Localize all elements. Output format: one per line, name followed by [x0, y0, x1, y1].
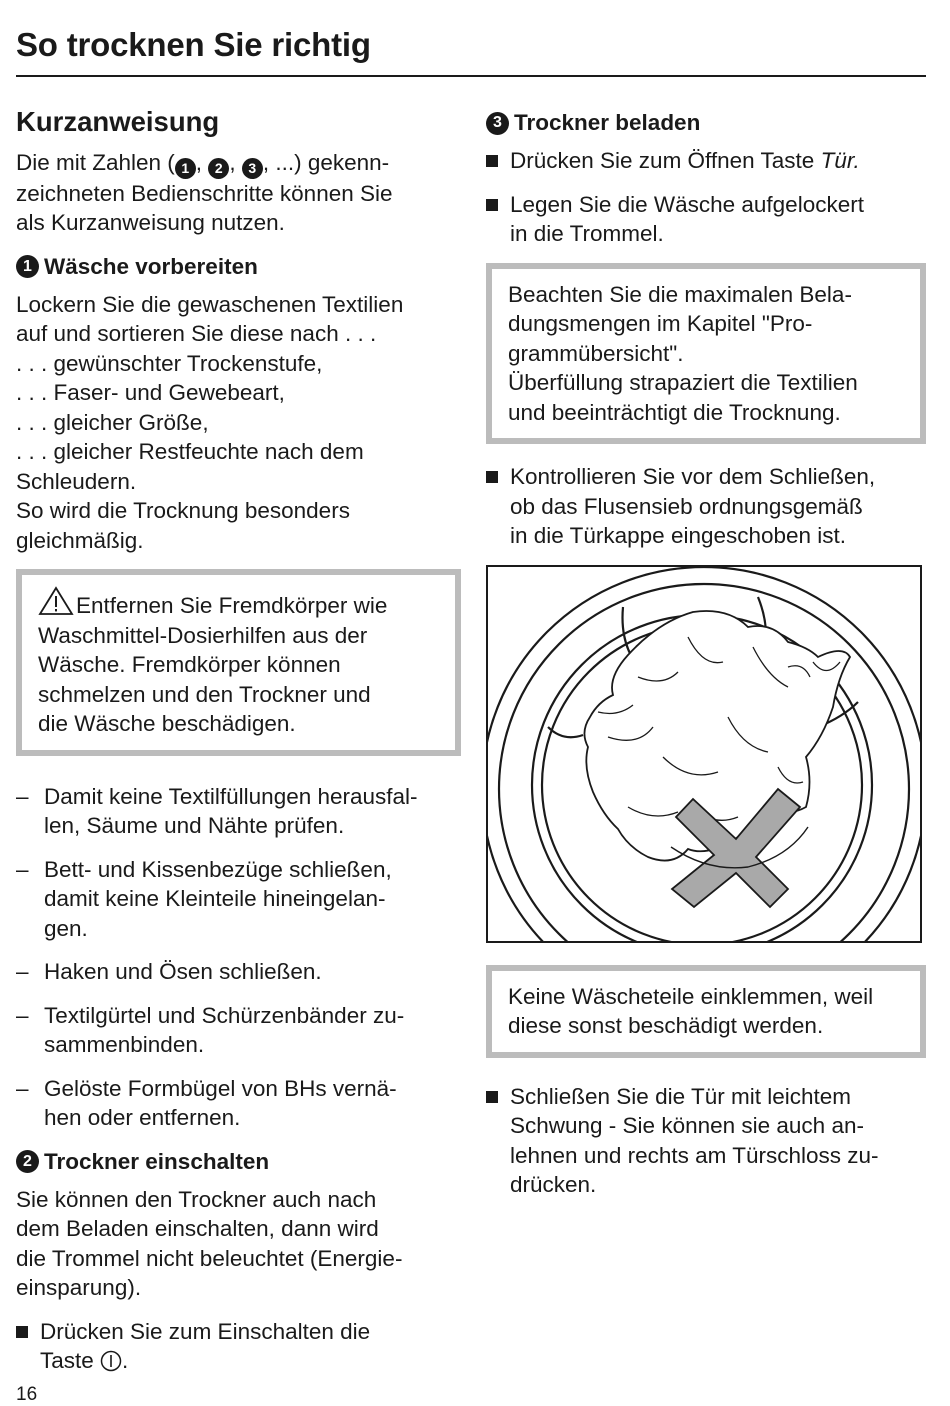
list-item-line: – Bett- und Kissenbezüge schließen,: [44, 856, 392, 882]
bullet-line: in die Trommel.: [510, 221, 664, 246]
page-number: 16: [16, 1384, 38, 1405]
square-bullet-icon: [486, 155, 498, 167]
warning-triangle-icon: [38, 586, 74, 616]
text-line: die Trommel nicht beleuchtet (Energie-: [16, 1245, 403, 1271]
step-number-icon: 1: [16, 255, 39, 278]
text-line: . . . gleicher Größe,: [16, 409, 209, 435]
bullet-line: [510, 146, 926, 176]
note-line: dungsmengen im Kapitel "Pro-: [508, 311, 813, 336]
page-title: So trocknen Sie richtig: [16, 26, 371, 63]
note-box: [486, 965, 926, 1058]
bullet-line: [40, 1346, 461, 1376]
section-heading: Kurzanweisung: [16, 106, 220, 137]
note-box: [486, 263, 926, 445]
list-item-line: gen.: [44, 915, 88, 941]
intro-line-2: zeichneten Bedienschritte können Sie: [16, 180, 393, 206]
bullet-line: lehnen und rechts am Türschloss zu-: [510, 1142, 879, 1168]
list-item: [16, 1074, 461, 1133]
text-line: auf und sortieren Sie diese nach . . .: [16, 321, 377, 346]
step-1-heading: [16, 252, 461, 282]
intro-text: Die mit Zahlen (: [16, 150, 175, 175]
text-line: einsparung).: [16, 1275, 142, 1300]
intro-text: , ...) gekenn-: [262, 150, 390, 175]
square-bullet-icon: [486, 471, 498, 483]
square-bullet-icon: [16, 1326, 28, 1338]
note-line: diese sonst beschädigt werden.: [508, 1013, 824, 1038]
bullet-line: drücken.: [510, 1172, 597, 1197]
bullet-line: Schwung - Sie können sie auch an-: [510, 1113, 864, 1138]
step-number-1-icon: 1: [175, 158, 196, 179]
step-1-title: Wäsche vorbereiten: [44, 253, 258, 279]
list-item: [16, 957, 461, 987]
intro-separator: ,: [229, 150, 242, 175]
right-column: [486, 108, 926, 1214]
list-item: [16, 855, 461, 944]
button-name-text: Tür.: [820, 148, 860, 173]
step-2-heading: [16, 1147, 461, 1177]
note-line: und beeinträchtigt die Trocknung.: [508, 399, 841, 425]
step-2-paragraph: [16, 1185, 461, 1303]
square-bullet-icon: [486, 1091, 498, 1103]
bullet-text: Drücken Sie zum Öffnen Taste: [510, 148, 821, 173]
intro-line-1: [16, 148, 461, 179]
step-number-3-icon: 3: [242, 158, 263, 179]
warning-line: Wäsche. Fremdkörper können: [38, 652, 341, 677]
text-line: Lockern Sie die gewaschenen Textilien: [16, 291, 404, 317]
list-item-line: hen oder entfernen.: [44, 1105, 241, 1130]
bullet-line: Kontrollieren Sie vor dem Schließen,: [510, 464, 876, 489]
list-item-line: – Haken und Ösen schließen.: [44, 959, 322, 984]
step-number-2-icon: 2: [208, 158, 229, 179]
warning-line: [38, 586, 439, 621]
step-number-icon: 2: [16, 1150, 39, 1173]
text-line: Sie können den Trockner auch nach: [16, 1186, 377, 1212]
text-line: So wird die Trocknung besonders: [16, 498, 350, 523]
note-line: Beachten Sie die maximalen Bela-: [508, 281, 852, 307]
intro-separator: ,: [195, 150, 209, 175]
square-bullet-icon: [486, 199, 498, 211]
list-item-line: – Gelöste Formbügel von BHs vernä-: [44, 1075, 397, 1101]
bullet-line: Legen Sie die Wäsche aufgelockert: [510, 191, 864, 217]
text-line: dem Beladen einschalten, dann wird: [16, 1216, 379, 1241]
text-line: . . . gleicher Restfeuchte nach dem: [16, 439, 364, 464]
warning-line: schmelzen und den Trockner und: [38, 681, 371, 707]
laundry-in-drum-illustration: [486, 565, 922, 943]
title-divider: [16, 75, 926, 77]
list-item-line: – Damit keine Textilfüllungen herausfal-: [44, 783, 418, 809]
intro-paragraph: [16, 148, 461, 238]
list-item-line: – Textilgürtel und Schürzenbänder zu-: [44, 1002, 405, 1028]
bullet-item: [486, 146, 926, 176]
intro-line-3: als Kurzanweisung nutzen.: [16, 210, 285, 235]
text-line: . . . Faser- und Gewebeart,: [16, 380, 285, 405]
step-1-paragraph: [16, 290, 461, 556]
bullet-item: [16, 1317, 461, 1376]
bullet-line: in die Türkappe eingeschoben ist.: [510, 523, 847, 548]
power-button-icon: [100, 1350, 122, 1372]
warning-line: Waschmittel-Dosierhilfen aus der: [38, 622, 368, 648]
bullet-line: Drücken Sie zum Einschalten die: [40, 1318, 371, 1344]
bullet-item: [486, 462, 926, 551]
bullet-text: Taste: [40, 1348, 101, 1373]
drum-door-drawing: [488, 567, 920, 941]
bullet-item: [486, 190, 926, 249]
step-2-title: Trockner einschalten: [44, 1148, 270, 1174]
warning-text: Entfernen Sie Fremdkörper wie: [76, 593, 388, 618]
note-line: grammübersicht".: [508, 340, 684, 366]
list-item: [16, 782, 461, 841]
text-line: Schleudern.: [16, 468, 137, 494]
warning-box: [16, 569, 461, 756]
list-item: [16, 1001, 461, 1060]
bullet-line: Schließen Sie die Tür mit leichtem: [510, 1083, 851, 1109]
note-line: Keine Wäscheteile einklemmen, weil: [508, 983, 874, 1009]
step-3-title: Trockner beladen: [514, 110, 701, 135]
list-item-line: sammenbinden.: [44, 1032, 205, 1057]
step-3-heading: [486, 108, 926, 138]
bullet-item: [486, 1082, 926, 1200]
bullet-text: .: [122, 1348, 129, 1373]
step-number-icon: 3: [486, 112, 509, 135]
left-column: [16, 104, 461, 1390]
list-item-line: len, Säume und Nähte prüfen.: [44, 813, 345, 838]
bullet-line: ob das Flusensieb ordnungsgemäß: [510, 493, 863, 519]
note-line: Überfüllung strapaziert die Textilien: [508, 370, 858, 395]
text-line: . . . gewünschter Trockenstufe,: [16, 350, 323, 376]
list-item-line: damit keine Kleinteile hineingelan-: [44, 886, 386, 911]
text-line: gleichmäßig.: [16, 527, 144, 553]
warning-line: die Wäsche beschädigen.: [38, 711, 296, 736]
